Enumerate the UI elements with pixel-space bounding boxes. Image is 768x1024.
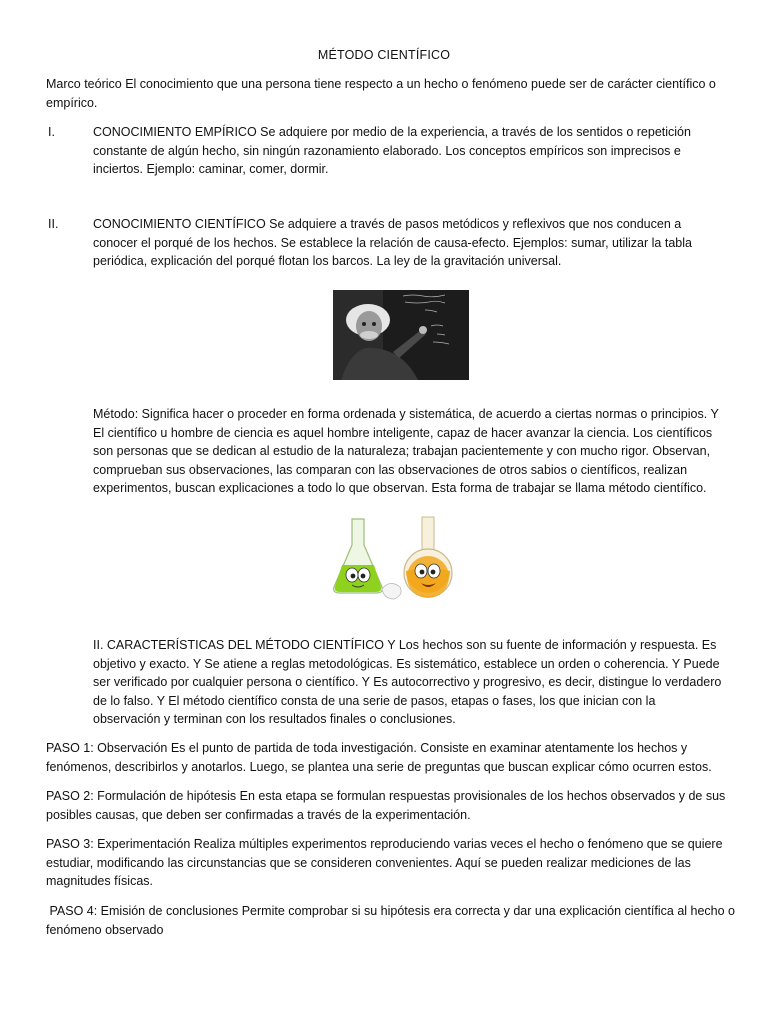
- paso-4-paragraph: PASO 4: Emisión de conclusiones Permite comprobar si su hipótesis era correcta y dar una explicación científica al hecho o fenómeno observado: [46, 904, 739, 937]
- page-title: MÉTODO CIENTÍFICO: [317, 48, 451, 62]
- list-number: I.: [48, 125, 55, 139]
- list-number: II.: [48, 217, 59, 231]
- caracteristicas-paragraph: II. CARACTERÍSTICAS DEL MÉTODO CIENTÍFICO Y Los hechos son su fuente de información y respuesta. Es objetivo y exacto. Y Se atiene a reglas metodológicas. Es sistemático, establece un orden o coherencia. Y Puede ser verificado por cualquier persona o científico. Y Es autocorrectivo y progresivo, es decir, distingue lo verdadero de lo falso. Y El método científico consta de una serie de pasos, etapas o fases, los que inician con la observación y terminan con los resultados finales o conclusiones.: [93, 638, 722, 726]
- scientist-chalkboard-image: [333, 290, 469, 380]
- list-text: CONOCIMIENTO CIENTÍFICO Se adquiere a través de pasos metódicos y reflexivos que nos conducen a conocer el porqué de los hechos. Se establece la relación de causa-efecto. Ejemplos: sumar, utilizar la tabla periódica, explicación del porqué flotan los barcos. La ley de la gravitación universal.: [93, 217, 692, 268]
- metodo-paragraph: Método: Significa hacer o proceder en forma ordenada y sistemática, de acuerdo a ciertas normas o principios. Y El científico u hombre de ciencia es aquel hombre inteligente, capaz de hacer avanzar la ciencia. Los científicos son personas que se dedican al estudio de la naturaleza; trabajan pacientemente y con mucho rigor. Observan, comprueban sus observaciones, las comparan con las observaciones de otros sabios o científicos, realizan experimentos, buscan explicaciones a todo lo que observan. Esta forma de trabajar se llama método científico.: [93, 407, 719, 495]
- list-text: CONOCIMIENTO EMPÍRICO Se adquiere por medio de la experiencia, a través de los sentidos o repetición constante de algún hecho, sin ningún razonamiento elaborado. Los conceptos empíricos son imprecisos e inciertos. Ejemplo: caminar, comer, dormir.: [93, 125, 691, 176]
- intro-paragraph: Marco teórico El conocimiento que una persona tiene respecto a un hecho o fenómeno puede ser de carácter científico o empírico.: [46, 77, 716, 110]
- paso-3-paragraph: PASO 3: Experimentación Realiza múltiples experimentos reproduciendo varias veces el hecho o fenómeno que se quiere estudiar, modificando las circunstancias que se consideren convenientes. Aquí se pueden realizar mediciones de las magnitudes físicas.: [46, 837, 723, 888]
- paso-1-paragraph: PASO 1: Observación Es el punto de partida de toda investigación. Consiste en examinar atentamente los hechos y fenómenos, describirlos y anotarlos. Luego, se plantea una serie de preguntas que buscan explicar cómo ocurren estos.: [46, 741, 712, 774]
- cartoon-flasks-image: [330, 515, 460, 603]
- paso-2-paragraph: PASO 2: Formulación de hipótesis En esta etapa se formulan respuestas provisionales de los hechos observados y de sus posibles causas, que deben ser confirmadas a través de la experimentación.: [46, 789, 726, 822]
